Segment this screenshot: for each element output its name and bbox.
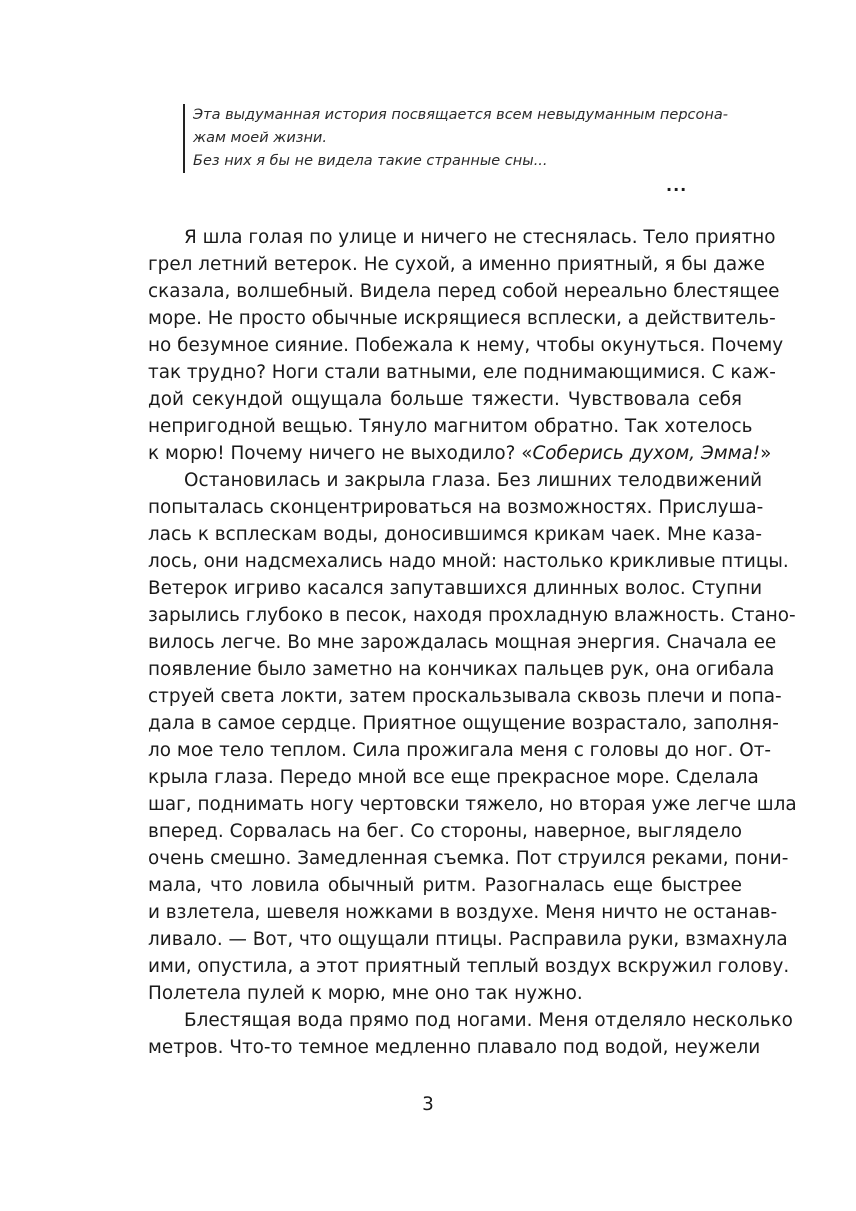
text-line: так трудно? Ноги стали ватными, еле поднимающимися. С каж- xyxy=(148,362,776,383)
text-line: сказала, волшебный. Видела перед собой нереально блестящее xyxy=(148,281,780,302)
text-line: попыталась сконцентрироваться на возможностях. Прислуша- xyxy=(148,497,764,518)
text-line: появление было заметно на кончиках пальцев рук, она огибала xyxy=(148,659,775,680)
text-line: мала, что ловила обычный ритм. Разогналась еще быстрее xyxy=(148,875,742,896)
text-line: Ветерок игриво касался запутавшихся длинных волос. Ступни xyxy=(148,578,763,599)
text-line: Блестящая вода прямо под ногами. Меня отделяло несколько xyxy=(184,1010,793,1031)
text-line: и взлетела, шевеля ножками в воздухе. Меня ничто не останав- xyxy=(148,902,778,923)
epigraph-line: Без них я бы не видела такие странные сны... xyxy=(193,153,548,169)
text-line: крыла глаза. Передо мной все еще прекрасное море. Сделала xyxy=(148,767,759,788)
epigraph-line: Эта выдуманная история посвящается всем невыдуманным персона- xyxy=(193,107,728,123)
text-line-last xyxy=(148,440,772,467)
text-line: очень смешно. Замедленная съемка. Пот струился реками, пони- xyxy=(148,848,789,869)
page-number: 3 xyxy=(422,1094,434,1115)
text-segment: к морю! Почему ничего не выходило? « xyxy=(148,443,533,464)
text-segment: » xyxy=(760,443,772,464)
text-line: Полетела пулей к морю, мне оно так нужно. xyxy=(148,983,583,1004)
epigraph xyxy=(183,104,728,173)
text-line: вилось легче. Во мне зарождалась мощная энергия. Сначала ее xyxy=(148,632,777,653)
text-line: дала в самое сердце. Приятное ощущение возрастало, заполня- xyxy=(148,713,779,734)
text-line: море. Не просто обычные искрящиеся всплески, а действитель- xyxy=(148,308,776,329)
text-line: шаг, поднимать ногу чертовски тяжело, но вторая уже легче шла xyxy=(148,794,797,815)
italic-quote: Соберись духом, Эмма! xyxy=(532,443,761,464)
text-line: но безумное сияние. Побежала к нему, чтобы окунуться. Почему xyxy=(148,335,784,356)
text-line: дой секундой ощущала больше тяжести. Чувствовала себя xyxy=(148,389,742,410)
text-line: струей света локти, затем проскальзывала сквозь плечи и попа- xyxy=(148,686,782,707)
text-line: зарылись глубоко в песок, находя прохладную влажность. Стано- xyxy=(148,605,796,626)
text-line: непригодной вещью. Тянуло магнитом обратно. Так хотелось xyxy=(148,416,753,437)
text-line: ливало. — Вот, что ощущали птицы. Расправила руки, взмахнула xyxy=(148,929,788,950)
text-line: лось, они надсмехались надо мной: настолько крикливые птицы. xyxy=(148,551,789,572)
text-line: ими, опустила, а этот приятный теплый воздух вскружил голову. xyxy=(148,956,790,977)
text-line: ло мое тело теплом. Сила прожигала меня с головы до ног. От- xyxy=(148,740,772,761)
text-line: лась к всплескам воды, доносившимся крикам чаек. Мне каза- xyxy=(148,524,763,545)
text-line: метров. Что-то темное медленно плавало под водой, неужели xyxy=(148,1037,761,1058)
text-line: грел летний ветерок. Не сухой, а именно приятный, я бы даже xyxy=(148,254,765,275)
text-line: Остановилась и закрыла глаза. Без лишних телодвижений xyxy=(184,470,763,491)
epigraph-line: жам моей жизни. xyxy=(193,130,327,146)
section-separator: ... xyxy=(666,176,688,195)
text-line: вперед. Сорвалась на бег. Со стороны, наверное, выглядело xyxy=(148,821,742,842)
text-line: Я шла голая по улице и ничего не стеснялась. Тело приятно xyxy=(184,227,776,248)
main-text xyxy=(148,224,797,1061)
